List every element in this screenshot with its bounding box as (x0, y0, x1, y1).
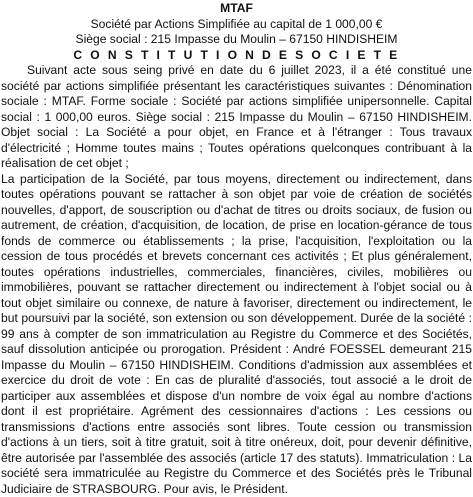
registered-office: Siège social : 215 Impasse du Moulin – 67150 HINDISHEIM (1, 32, 472, 48)
legal-form-capital: Société par Actions Simplifiée au capital de 1 000,00 € (1, 17, 472, 33)
notice-paragraph-1: Suivant acte sous seing privé en date du 6 juillet 2023, il a été constitué une société par actions simplifiée présentant les caractéristiques suivantes : Dénomination sociale : MTAF. Forme sociale : Société par actions simplifiée unipersonnelle. Capital social : 1 000,00 euros. Siège social : 215 Impasse du Moulin – 67150 HINDISHEIM. Objet social : La Société a pour objet, en France et à l'étranger : Tous travaux d'électricité ; Homme toutes mains ; Toutes opérations quelconques contribuant à la réalisation de cet objet ; (1, 63, 472, 172)
company-name: MTAF (1, 1, 472, 17)
section-title: C O N S T I T U T I O N D E S O C I E T E (1, 48, 472, 64)
notice-paragraph-2: La participation de la Société, par tous moyens, directement ou indirectement, dans toutes opérations pouvant se rattacher à son objet par voie de création de sociétés nouvelles, d'apport, de souscription ou d'achat de titres ou droits sociaux, de fusion ou autrement, de création, d'acquisition, de location, de prise en location-gérance de tous fonds de commerce ou établissements ; la prise, l'acquisition, l'exploitation ou la cession de tous procédés et brevets concernant ces activités ; Et plus généralement, toutes opérations industrielles, commerciales, financières, civiles, mobilières ou immobilières, pouvant se rattacher directement ou indirectement à l'objet social ou à tout objet similaire ou connexe, de nature à favoriser, directement ou indirectement, le but poursuivi par la société, son extension ou son développement. Durée de la société : 99 ans à compter de son immatriculation au Registre du Commerce et des Sociétés, sauf dissolution anticipée ou prorogation. Président : André FOESSEL demeurant 215 Impasse du Moulin – 67150 HINDISHEIM. Conditions d'admission aux assemblées et exercice du droit de vote : En cas de pluralité d'associés, tout associé a le droit de participer aux assemblées et dispose d'un nombre de voix égal au nombre d'actions dont il est propriétaire. Agrément des cessionnaires d'actions : Les cessions ou transmissions d'actions entre associés sont libres. Toute cession ou transmission d'actions à un tiers, soit à titre gratuit, soit à titre onéreux, doit, pour devenir définitive, être autorisée par l'assemblée des associés (article 17 des statuts). Immatriculation : La société sera immatriculée au Registre du Commerce et des Sociétés près le Tribunal Judiciaire de STRASBOURG. Pour avis, le Président. (1, 172, 472, 497)
